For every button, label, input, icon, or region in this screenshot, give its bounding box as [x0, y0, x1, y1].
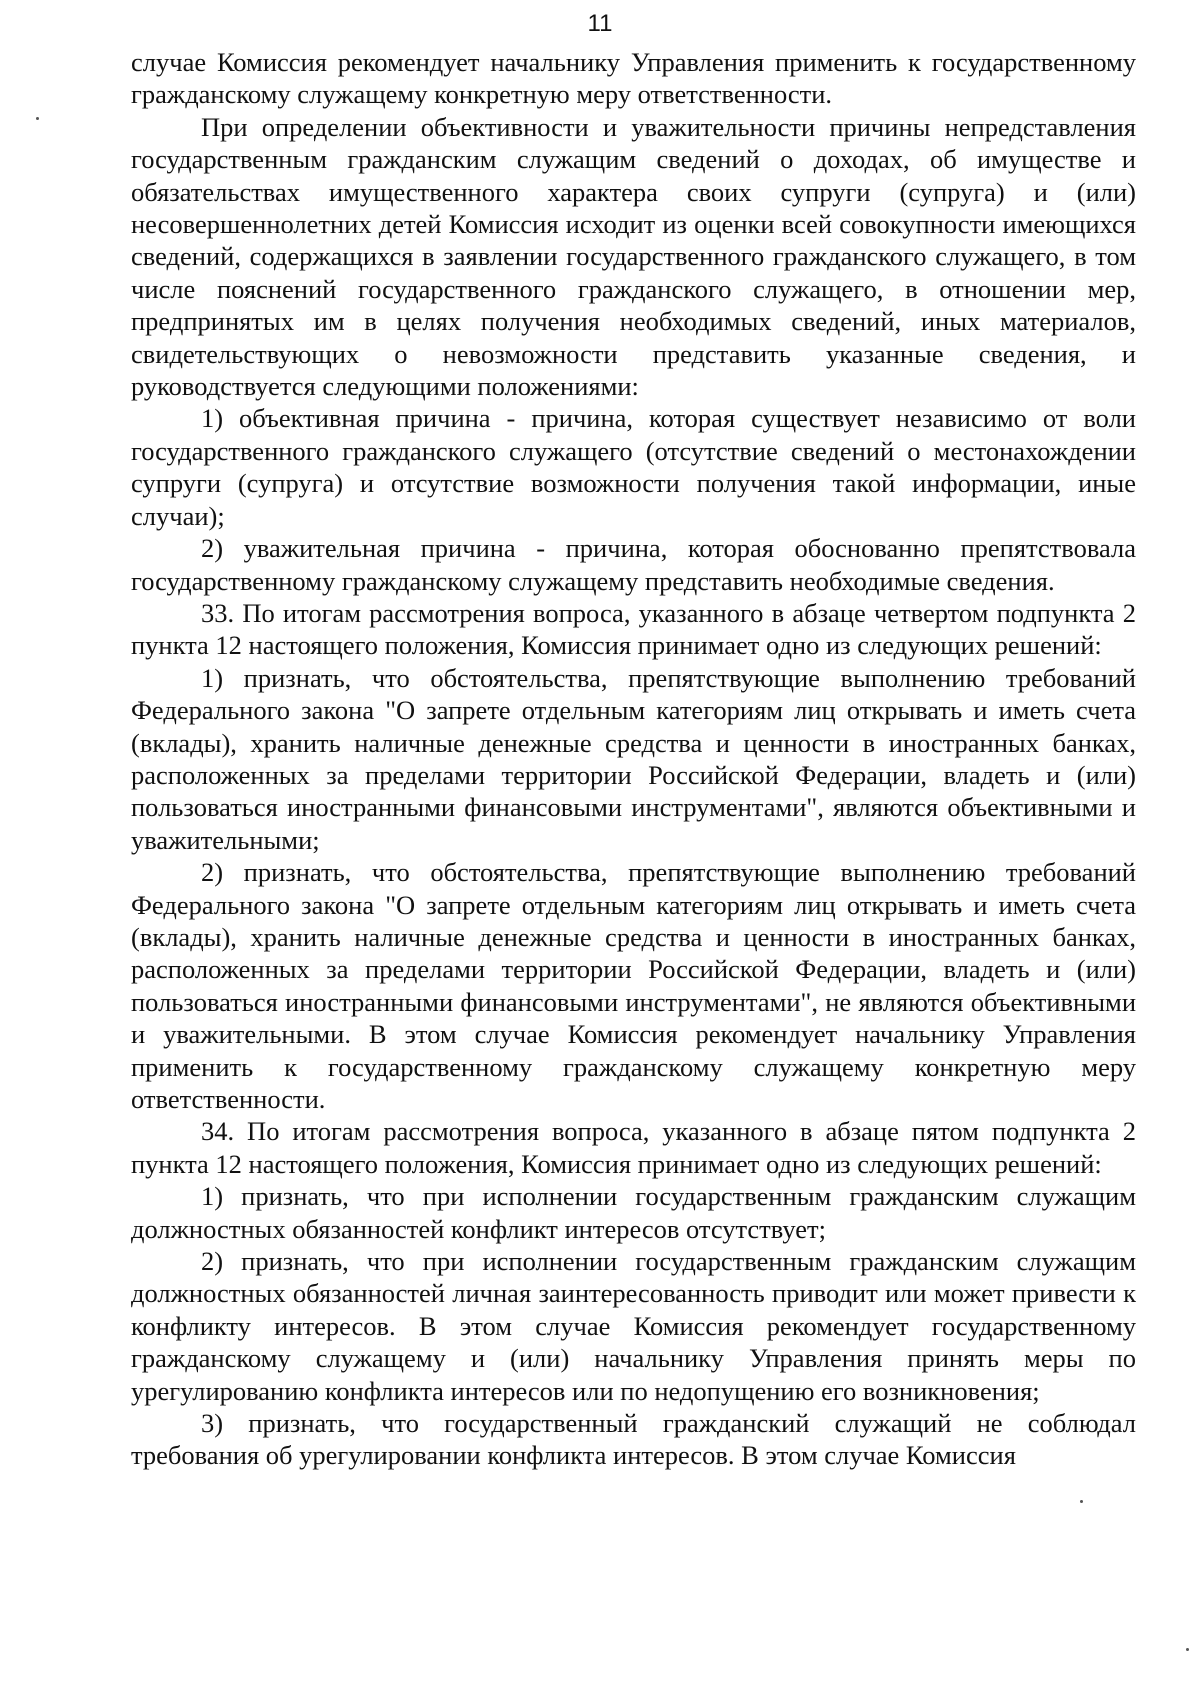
scan-speck	[1080, 1500, 1083, 1503]
list-item-clause-33-decision-1: 1) признать, что обстоятельства, препятствующие выполнению требований Федерального закона "О запрете отдельным категориям лиц открывать и иметь счета (вклады), хранить наличные денежные средства и ценности в иностранных банках, расположенных за пределами территории Российской Федерации, владеть и (или) пользоваться иностранными финансовыми инструментами", являются объективными и уважительными;	[131, 662, 1136, 855]
paragraph-clause-34: 34. По итогам рассмотрения вопроса, указанного в абзаце пятом подпункта 2 пункта 12 настоящего положения, Комиссия принимает одно из следующих решений:	[131, 1116, 1136, 1179]
document-body	[131, 46, 1136, 1472]
list-item-clause-33-decision-2: 2) признать, что обстоятельства, препятствующие выполнению требований Федерального закона "О запрете отдельным категориям лиц открывать и иметь счета (вклады), хранить наличные денежные средства и ценности в иностранных банках, расположенных за пределами территории Российской Федерации, владеть и (или) пользоваться иностранными финансовыми инструментами", не являются объективными и уважительными. В этом случае Комиссия рекомендует начальнику Управления применить к государственному гражданскому служащему конкретную меру ответственности.	[131, 857, 1136, 1114]
list-item-clause-34-decision-1: 1) признать, что при исполнении государственным гражданским служащим должностных обязанностей конфликт интересов отсутствует;	[131, 1181, 1136, 1244]
scan-speck	[36, 117, 39, 120]
paragraph-clause-33: 33. По итогам рассмотрения вопроса, указанного в абзаце четвертом подпункта 2 пункта 12 настоящего положения, Комиссия принимает одно из следующих решений:	[131, 597, 1136, 661]
list-item-clause-34-decision-2: 2) признать, что при исполнении государственным гражданским служащим должностных обязанностей личная заинтересованность приводит или может привести к конфликту интересов. В этом случае Комиссия рекомендует государственному гражданскому служащему и (или) начальнику Управления принять меры по урегулированию конфликта интересов или по недопущению его возникновения;	[131, 1246, 1136, 1406]
list-item-valid-reason: 2) уважительная причина - причина, которая обоснованно препятствовала государственному гражданскому служащему представить необходимые сведения.	[131, 533, 1136, 596]
list-item-clause-34-decision-3: 3) признать, что государственный гражданский служащий не соблюдал требования об урегулировании конфликта интересов. В этом случае Комиссия	[131, 1408, 1136, 1471]
page-number: 11	[587, 10, 613, 37]
paragraph-continuation: случае Комиссия рекомендует начальнику Управления применить к государственному гражданскому служащему конкретную меру ответственности.	[131, 47, 1136, 110]
paragraph-objectivity-criteria: При определении объективности и уважительности причины непредставления государственным гражданским служащим сведений о доходах, об имуществе и обязательствах имущественного характера своих супруги (супруга) и (или) несовершеннолетних детей Комиссия исходит из оценки всей совокупности имеющихся сведений, содержащихся в заявлении государственного гражданского служащего, в том числе пояснений государственного гражданского служащего, в отношении мер, предпринятых им в целях получения необходимых сведений, иных материалов, свидетельствующих о невозможности представить указанные сведения, и руководствуется следующими положениями:	[131, 111, 1136, 402]
scan-speck	[1186, 1648, 1189, 1651]
list-item-objective-reason: 1) объективная причина - причина, которая существует независимо от воли государственного гражданского служащего (отсутствие сведений о местонахождении супруги (супруга) и отсутствие возможности получения такой информации, иные случаи);	[131, 403, 1136, 531]
